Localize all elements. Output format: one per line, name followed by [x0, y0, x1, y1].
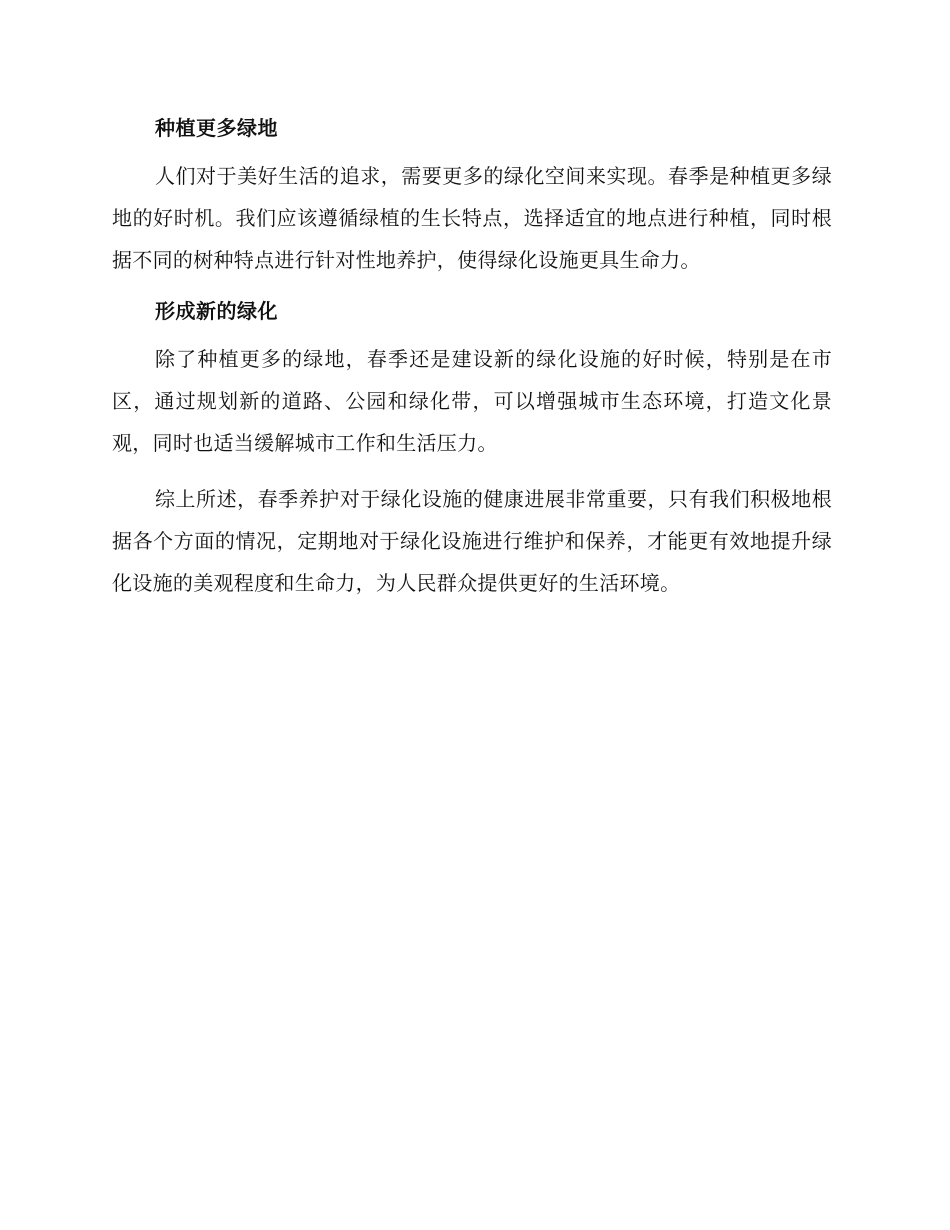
section-paragraph-new-greening: 除了种植更多的绿地，春季还是建设新的绿化设施的好时候，特别是在市区，通过规划新的道路、公园和绿化带，可以增强城市生态环境，打造文化景观，同时也适当缓解城市工作和生活压力。	[112, 347, 832, 455]
document-body	[112, 112, 832, 604]
section-heading-new-greening: 形成新的绿化	[155, 299, 278, 323]
section-heading-plant-green: 种植更多绿地	[155, 116, 278, 140]
section-paragraph-plant-green: 人们对于美好生活的追求，需要更多的绿化空间来实现。春季是种植更多绿地的好时机。我们应该遵循绿植的生长特点，选择适宜的地点进行种植，同时根据不同的树种特点进行针对性地养护，使得绿化设施更具生命力。	[112, 164, 832, 272]
conclusion-paragraph: 综上所述，春季养护对于绿化设施的健康进展非常重要，只有我们积极地根据各个方面的情况，定期地对于绿化设施进行维护和保养，才能更有效地提升绿化设施的美观程度和生命力，为人民群众提供更好的生活环境。	[112, 487, 832, 595]
